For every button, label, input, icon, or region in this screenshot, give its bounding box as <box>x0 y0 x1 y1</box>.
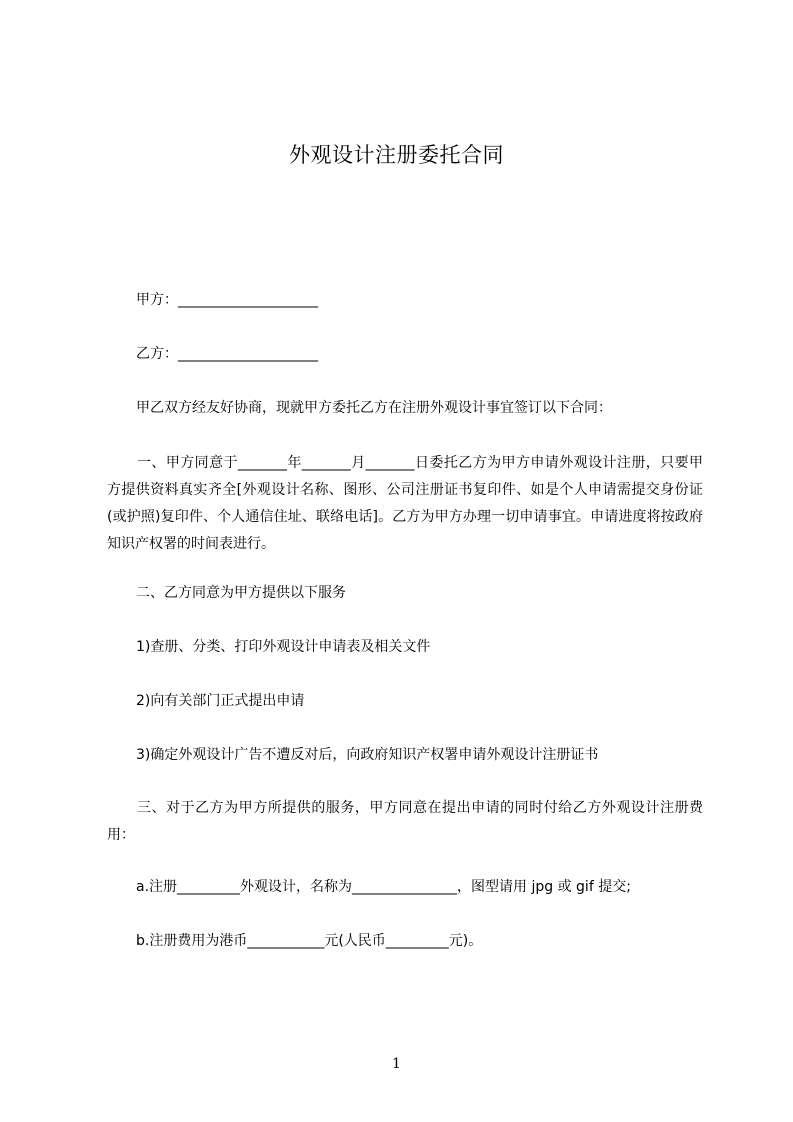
service-item-1: 1)查册、分类、打印外观设计申请表及相关文件 <box>136 639 431 655</box>
clause-2-heading: 二、乙方同意为甲方提供以下服务 <box>136 585 346 601</box>
clause-1-paragraph: 一、甲方同意于_______年_______月_______日委托乙方为甲方申请外观设计注册，只要甲方提供资料真实齐全[外观设计名称、图形、公司注册证书复印件、如是个人申请需提交身份证(或护照)复印件、个人通信住址、联络电话]。乙方为甲方办理一切申请事宜。申请进度将按政府知识产权署的时间表进行。 <box>107 455 703 552</box>
document-title: 外观设计注册委托合同 <box>289 143 504 167</box>
party-b-line: 乙方：____________________ <box>136 346 318 362</box>
intro-paragraph: 甲乙双方经友好协商，现就甲方委托乙方在注册外观设计事宜签订以下合同： <box>136 400 612 416</box>
party-a-line: 甲方：____________________ <box>136 292 318 308</box>
service-item-3: 3)确定外观设计广告不遭反对后，向政府知识产权署申请外观设计注册证书 <box>136 747 599 763</box>
page-number: 1 <box>392 1056 401 1072</box>
fee-item-a: a.注册_________外观设计，名称为_______________，图型请用 jpg 或 gif 提交; <box>136 879 631 895</box>
fee-item-b: b.注册费用为港币___________元(人民币_________元)。 <box>136 933 483 949</box>
clause-3-paragraph: 三、对于乙方为甲方所提供的服务，甲方同意在提出申请的同时付给乙方外观设计注册费用： <box>107 800 703 843</box>
service-item-2: 2)向有关部门正式提出申请 <box>136 693 305 709</box>
